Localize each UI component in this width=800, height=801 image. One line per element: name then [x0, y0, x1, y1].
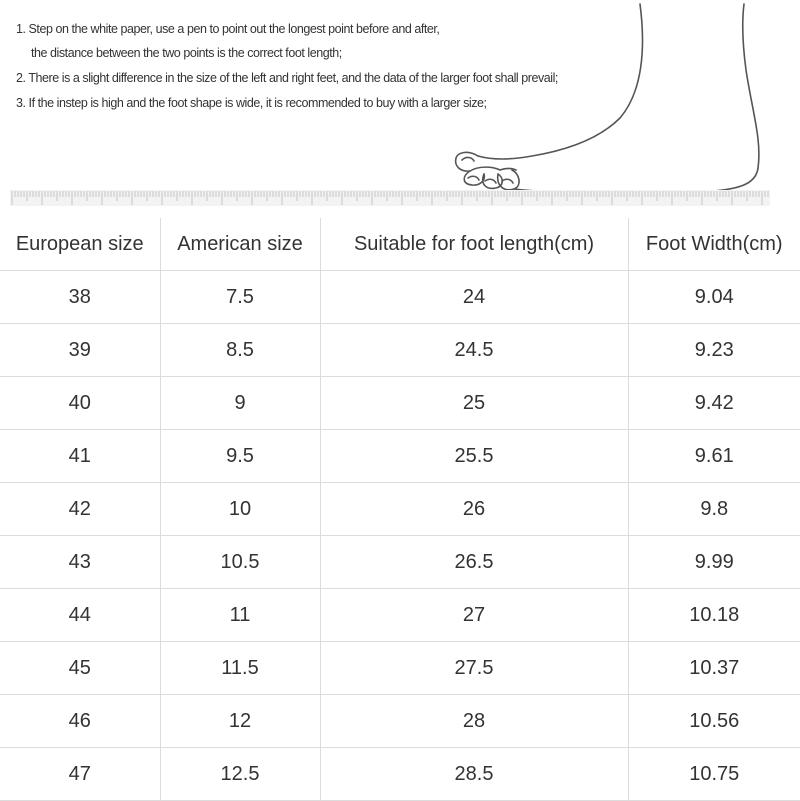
american-size-cell: 9.5 [160, 430, 320, 483]
foot-width-cell: 10.56 [628, 695, 800, 748]
foot-length-cell: 24.5 [320, 324, 628, 377]
foot-length-cell: 28.5 [320, 748, 628, 801]
foot-width-cell: 9.8 [628, 483, 800, 536]
american-size-cell: 9 [160, 377, 320, 430]
american-size-cell: 7.5 [160, 271, 320, 324]
foot-length-cell: 25.5 [320, 430, 628, 483]
european-size-cell: 43 [0, 536, 160, 589]
american-size-cell: 11 [160, 589, 320, 642]
header-european-size: European size [0, 218, 160, 271]
european-size-cell: 42 [0, 483, 160, 536]
table-row [0, 377, 800, 430]
foot-width-cell: 9.23 [628, 324, 800, 377]
instruction-step-2: 2. There is a slight difference in the size of the left and right feet, and the data of the larger foot shall prevail; [16, 71, 558, 85]
foot-width-cell: 9.04 [628, 271, 800, 324]
table-row [0, 483, 800, 536]
table-row [0, 271, 800, 324]
foot-length-cell: 26 [320, 483, 628, 536]
foot-width-cell: 9.42 [628, 377, 800, 430]
instruction-step-3: 3. If the instep is high and the foot shape is wide, it is recommended to buy with a larger size; [16, 96, 487, 110]
foot-length-cell: 26.5 [320, 536, 628, 589]
european-size-cell: 39 [0, 324, 160, 377]
header-foot-length: Suitable for foot length(cm) [320, 218, 628, 271]
foot-length-cell: 27.5 [320, 642, 628, 695]
foot-length-cell: 25 [320, 377, 628, 430]
table-row [0, 536, 800, 589]
foot-width-cell: 9.99 [628, 536, 800, 589]
european-size-cell: 47 [0, 748, 160, 801]
foot-outline-icon [0, 0, 800, 200]
european-size-cell: 41 [0, 430, 160, 483]
table-row [0, 695, 800, 748]
header-foot-width: Foot Width(cm) [628, 218, 800, 271]
american-size-cell: 11.5 [160, 642, 320, 695]
size-chart-table [0, 218, 800, 801]
table-row [0, 642, 800, 695]
table-row [0, 589, 800, 642]
european-size-cell: 45 [0, 642, 160, 695]
american-size-cell: 10.5 [160, 536, 320, 589]
header-american-size: American size [160, 218, 320, 271]
table-row [0, 324, 800, 377]
foot-width-cell: 10.75 [628, 748, 800, 801]
foot-length-cell: 28 [320, 695, 628, 748]
instruction-step-1-continued: the distance between the two points is the correct foot length; [31, 46, 342, 60]
table-header-row [0, 218, 800, 271]
european-size-cell: 40 [0, 377, 160, 430]
european-size-cell: 44 [0, 589, 160, 642]
foot-width-cell: 9.61 [628, 430, 800, 483]
foot-width-cell: 10.18 [628, 589, 800, 642]
european-size-cell: 38 [0, 271, 160, 324]
american-size-cell: 12.5 [160, 748, 320, 801]
ruler-icon [0, 186, 800, 214]
table-row [0, 430, 800, 483]
instruction-step-1: 1. Step on the white paper, use a pen to point out the longest point before and after, [16, 22, 440, 36]
table-row [0, 748, 800, 801]
foot-width-cell: 10.37 [628, 642, 800, 695]
european-size-cell: 46 [0, 695, 160, 748]
american-size-cell: 10 [160, 483, 320, 536]
foot-length-cell: 24 [320, 271, 628, 324]
foot-length-cell: 27 [320, 589, 628, 642]
american-size-cell: 8.5 [160, 324, 320, 377]
american-size-cell: 12 [160, 695, 320, 748]
